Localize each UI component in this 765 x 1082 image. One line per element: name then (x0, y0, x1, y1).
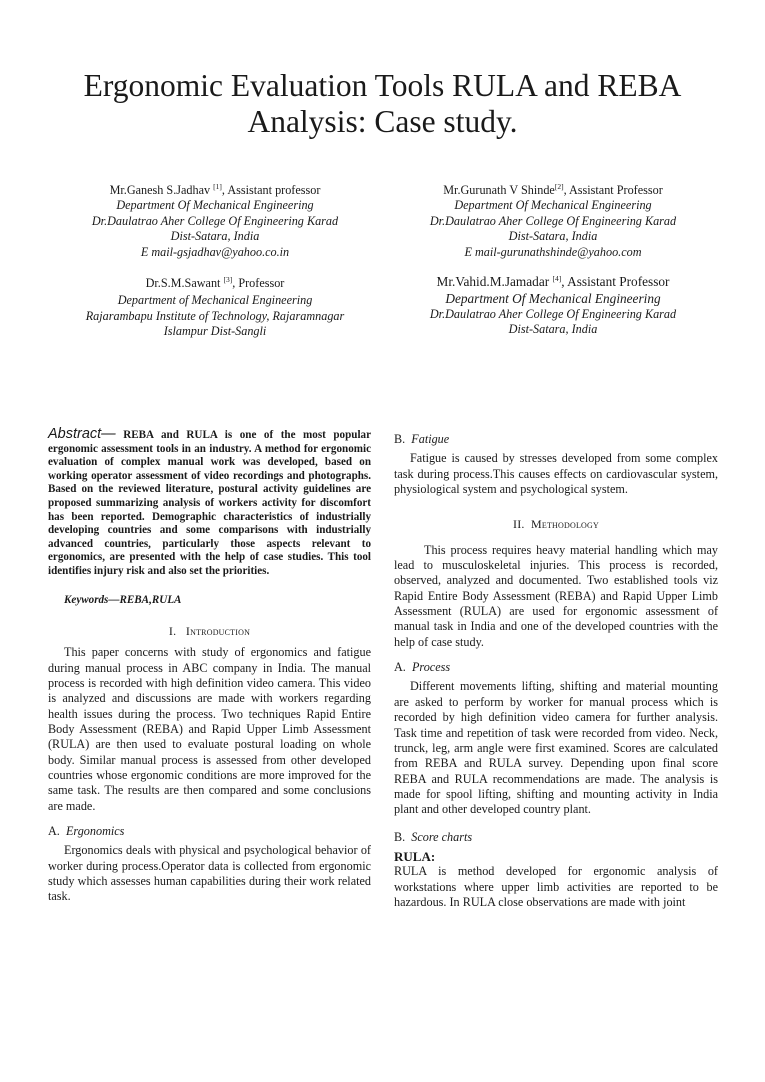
subsection-heading-ergonomics (48, 824, 371, 839)
author-name: Mr.Ganesh S.Jadhav (109, 183, 211, 197)
subsection-number: A. (48, 824, 60, 838)
author-institution: Dr.Daulatrao Aher College Of Engineering Karad (429, 307, 677, 321)
author-department: Department Of Mechanical Engineering (454, 198, 652, 213)
author-block-1 (40, 183, 390, 260)
section-number: II. (513, 517, 525, 532)
subsection-title: Process (411, 660, 451, 675)
section-title: Introduction (185, 623, 251, 638)
subsection-number: B. (394, 829, 406, 844)
section-heading-introduction (48, 624, 371, 639)
author-ref: [3] (223, 275, 233, 284)
ergonomics-paragraph: Ergonomics deals with physical and psychological behavior of worker during process.Operator data is collected from ergonomic study which assesses human capabilities during their work related task. (48, 843, 371, 904)
author-name-line (378, 183, 728, 198)
author-name-line (378, 273, 728, 290)
author-name-line (40, 276, 390, 291)
author-department: Department Of Mechanical Engineering (445, 291, 661, 306)
author-department: Department Of Mechanical Engineering (116, 198, 314, 213)
subsection-heading-process (394, 660, 718, 675)
section-title: Methodology (531, 517, 599, 532)
introduction-paragraph: This paper concerns with study of ergonomics and fatigue during manual process in ABC company in India. The manual process is recorded with high definition video camera. This video is analyzed and discussions are made with workers regarding health issues during the process. Two techniques Rapid Entire Body Assessment (REBA) and Rapid Upper Limb Assessment (RULA) are then used to evaluate postural loading on whole body. Similar manual process is assessed from other developed countries whose ergonomic conditions are more improved for the same task. The results are then compared and some conclusions are made. (48, 645, 371, 813)
author-institution: Dr.Daulatrao Aher College Of Engineering Karad (429, 213, 677, 228)
author-block-3 (40, 276, 390, 340)
author-email: E mail-gurunathshinde@yahoo.com (464, 244, 642, 259)
author-name: Mr.Gurunath V Shinde (443, 183, 555, 197)
subsection-title: Score charts (411, 829, 473, 844)
subsection-heading-fatigue (394, 432, 718, 447)
section-heading-methodology (394, 517, 718, 532)
abstract-text: REBA and RULA is one of the most popular ergonomic assessment tools in an industry. A method for ergonomic evaluation of complex manual work was developed, based on working operator assessment of video recordings and photographs. Based on the reviewed literature, postural activity guidelines are proposed summarizing analysis of workers activity for discomfort has been reported. Demographic characteristics of industrially developing countries and some comparisons with industrially advanced countries, particularly those aspects relevant to ergonomics, are presented with the help of case studies. This tool identifies injury risk and also set the priorities. (48, 429, 371, 577)
keywords: Keywords—REBA,RULA (64, 593, 182, 606)
methodology-paragraph: This process requires heavy material handling which may lead to musculoskeletal injuries. This process is recorded, observed, analyzed and documented. Two established tools viz Rapid Entire Body Assessment (REBA) and Rapid Upper Limb Assessment (RULA) are used for ergonomic assessment of manual task in India and one of the developed countries with the help of case study. (394, 542, 718, 649)
author-block-2 (378, 183, 728, 260)
rula-paragraph: RULA is method developed for ergonomic analysis of workstations where upper limb activities are reported to be hazardous. In RULA close observations are made with joint (394, 864, 718, 909)
author-institution: Dr.Daulatrao Aher College Of Engineering Karad (91, 213, 339, 228)
subsection-number: A. (394, 660, 406, 675)
subsection-number: B. (394, 432, 406, 446)
left-column (48, 428, 371, 905)
author-location: Dist-Satara, India (508, 322, 598, 337)
author-role: , Professor (232, 276, 285, 290)
author-email: E mail-gsjadhav@yahoo.co.in (140, 244, 290, 259)
rula-heading: RULA: (394, 848, 436, 864)
process-paragraph: Different movements lifting, shifting and material mounting are asked to perform by worker for manual process which is recorded by high definition video camera for further analysis. Task time and repetition of task were recorded from video. Neck, trunck, leg, arm angle were first examined. Scores are calculated from REBA and RULA survey. Depending upon final score REBA and RULA recommendations are made. The analysis is made for spool lifting, shifting and mounting activity in India plant and other developed country plant. (394, 679, 718, 817)
author-role: , Assistant Professor (563, 183, 663, 197)
subsection-heading-score-charts (394, 830, 718, 845)
abstract-label: Abstract— (48, 426, 116, 442)
paper-title: Ergonomic Evaluation Tools RULA and REBA Analysis: Case study. (83, 68, 682, 139)
abstract (48, 428, 371, 579)
right-column (394, 432, 718, 910)
author-name: Mr.Vahid.M.Jamadar (436, 274, 550, 289)
author-name: Dr.S.M.Sawant (145, 276, 221, 290)
author-role: , Assistant Professor (561, 274, 670, 289)
author-department: Department of Mechanical Engineering (117, 293, 313, 308)
author-ref: [1] (213, 182, 222, 191)
author-block-4 (378, 273, 728, 338)
author-location: Dist-Satara, India (508, 229, 598, 244)
author-institution: Rajarambapu Institute of Technology, Rajaramnagar (85, 308, 345, 323)
subsection-title: Ergonomics (65, 824, 125, 838)
subsection-title: Fatigue (411, 432, 450, 446)
section-number: I. (168, 623, 177, 638)
fatigue-paragraph: Fatigue is caused by stresses developed from some complex task during process.This causes effects on cardiovascular system, physiological system and psychological system. (394, 451, 718, 497)
author-ref: [4] (552, 274, 562, 283)
author-name-line (40, 183, 390, 198)
author-role: , Assistant professor (221, 183, 321, 197)
author-ref: [2] (554, 182, 564, 191)
author-location: Islampur Dist-Sangli (163, 324, 267, 339)
author-location: Dist-Satara, India (170, 229, 260, 244)
